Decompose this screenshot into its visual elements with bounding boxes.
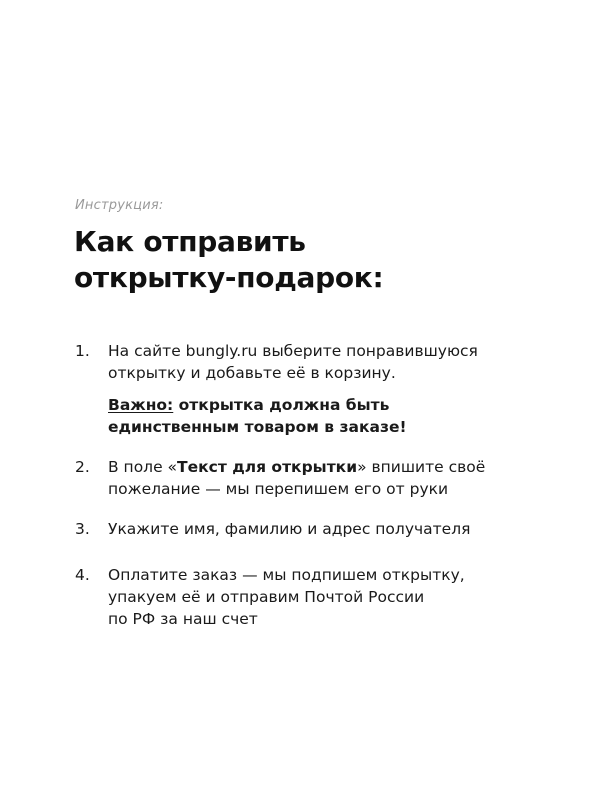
step-text (108, 564, 548, 630)
step-text-line: Оплатите заказ — мы подпишем открытку, (108, 566, 465, 584)
step-text-line: по РФ за наш счет (108, 610, 258, 628)
instruction-label: Инструкция: (75, 198, 164, 213)
step-text (108, 518, 548, 540)
step-text-line: упакуем её и отправим Почтой России (108, 588, 425, 606)
step-text (108, 456, 548, 500)
step-text-suffix: » впишите своё (357, 458, 486, 476)
important-label: Важно: (108, 396, 174, 414)
important-text-line: единственным товаром в заказе! (108, 418, 407, 436)
step-number: 1. (75, 342, 90, 360)
page-title-line-2: открытку-подарок: (74, 261, 384, 294)
important-text: открытка должна быть (173, 396, 390, 414)
important-note (108, 394, 548, 438)
field-name: Текст для открытки (177, 458, 358, 476)
step-number: 2. (75, 458, 90, 476)
step-text (108, 340, 548, 438)
step-number: 3. (75, 520, 90, 538)
step-text-prefix: В поле « (108, 458, 178, 476)
page-title (74, 224, 544, 296)
step-text-line: На сайте bungly.ru выберите понравившуюся (108, 342, 478, 360)
page-title-line-1: Как отправить (74, 225, 306, 258)
step-number: 4. (75, 566, 90, 584)
step-text-line: открытку и добавьте её в корзину. (108, 364, 396, 382)
step-text-line: пожелание — мы перепишем его от руки (108, 480, 449, 498)
step-text-line: Укажите имя, фамилию и адрес получателя (108, 520, 471, 538)
